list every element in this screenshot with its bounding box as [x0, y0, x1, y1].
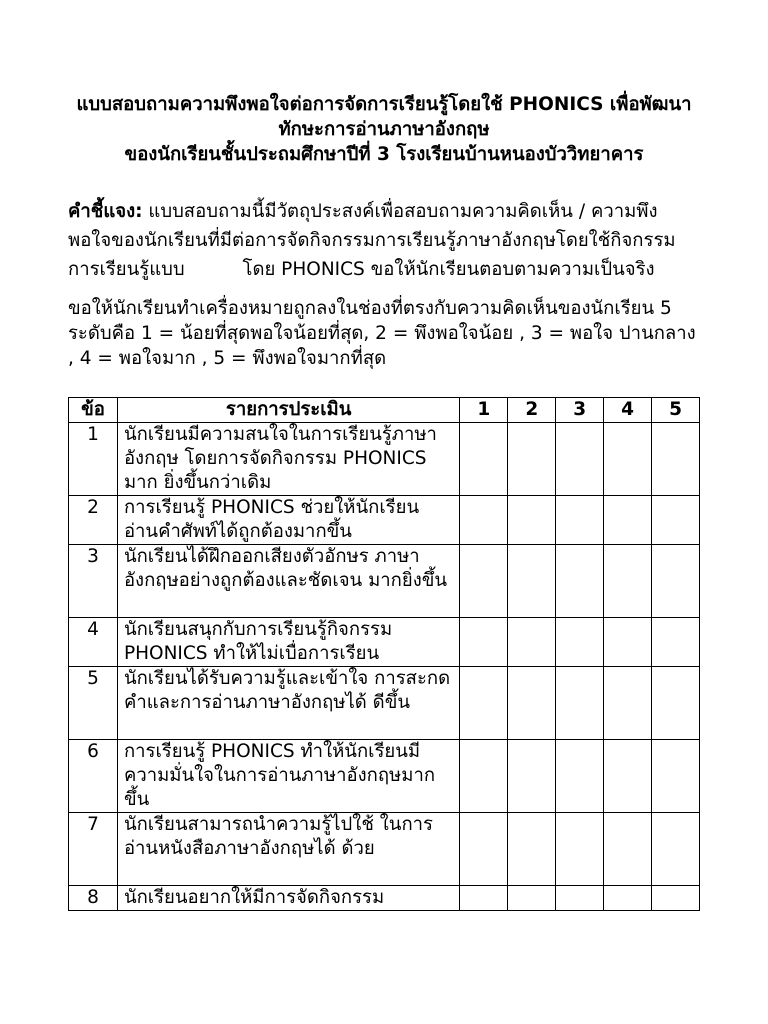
row-number: 6: [69, 740, 118, 813]
rating-cell-3[interactable]: [556, 496, 604, 545]
rating-cell-2[interactable]: [508, 496, 556, 545]
rating-cell-1[interactable]: [460, 545, 508, 618]
rating-cell-4[interactable]: [604, 740, 652, 813]
rating-cell-4[interactable]: [604, 813, 652, 886]
table-row: [69, 423, 700, 496]
rating-cell-5[interactable]: [652, 813, 700, 886]
rating-cell-1[interactable]: [460, 886, 508, 911]
row-number: 1: [69, 423, 118, 496]
row-text: การเรียนรู้ PHONICS ทำให้นักเรียนมี ความมั่นใจในการอ่านภาษาอังกฤษมาก ขึ้น: [117, 740, 459, 813]
rating-cell-2[interactable]: [508, 423, 556, 496]
rating-cell-2[interactable]: [508, 886, 556, 911]
header-4: 4: [604, 398, 652, 423]
rating-cell-5[interactable]: [652, 618, 700, 667]
instructions: [68, 197, 700, 284]
row-number: 5: [69, 667, 118, 740]
rating-cell-3[interactable]: [556, 423, 604, 496]
document-title: [68, 92, 700, 167]
header-2: 2: [508, 398, 556, 423]
instructions-label: คำชี้แจง:: [68, 201, 143, 222]
rating-cell-4[interactable]: [604, 618, 652, 667]
instructions-gap-text: โดย PHONICS ขอให้นักเรียนตอบตามความเป็นจริง: [242, 259, 655, 280]
table-row: [69, 886, 700, 911]
rating-cell-4[interactable]: [604, 667, 652, 740]
rating-cell-2[interactable]: [508, 740, 556, 813]
title-line-3: ของนักเรียนชั้นประถมศึกษาปีที่ 3 โรงเรียนบ้านหนองบัววิทยาคาร: [124, 144, 644, 165]
header-3: 3: [556, 398, 604, 423]
rating-cell-2[interactable]: [508, 545, 556, 618]
header-5: 5: [652, 398, 700, 423]
title-line-1: แบบสอบถามความพึงพอใจต่อการจัดการเรียนรู้โดยใช้ PHONICS เพื่อพัฒนา: [76, 94, 692, 115]
row-number: 8: [69, 886, 118, 911]
row-text: นักเรียนได้ฝึกออกเสียงตัวอักษร ภาษาอังกฤษอย่างถูกต้องและชัดเจน มากยิ่งขึ้น: [117, 545, 459, 618]
rating-cell-3[interactable]: [556, 886, 604, 911]
row-text: นักเรียนมีความสนใจในการเรียนรู้ภาษาอังกฤษ โดยการจัดกิจกรรม PHONICS มาก ยิ่งขึ้นกว่าเดิม: [117, 423, 459, 496]
rating-cell-1[interactable]: [460, 740, 508, 813]
rating-cell-2[interactable]: [508, 667, 556, 740]
header-1: 1: [460, 398, 508, 423]
table-row: [69, 667, 700, 740]
table-row: [69, 740, 700, 813]
table-row: [69, 496, 700, 545]
rating-cell-1[interactable]: [460, 618, 508, 667]
rating-cell-3[interactable]: [556, 618, 604, 667]
row-number: 3: [69, 545, 118, 618]
rating-scale-text: ขอให้นักเรียนทำเครื่องหมายถูกลงในช่องที่ตรงกับความคิดเห็นของนักเรียน 5 ระดับคือ 1 = น้อยที่สุดพอใจน้อยที่สุด, 2 = พึงพอใจน้อย , 3 = พอใจ ปานกลาง , 4 = พอใจมาก , 5 = พึงพอใจมากที่สุด: [68, 298, 696, 369]
row-text: การเรียนรู้ PHONICS ช่วยให้นักเรียน อ่านคำศัพท์ได้ถูกต้องมากขึ้น: [117, 496, 459, 545]
rating-cell-3[interactable]: [556, 545, 604, 618]
rating-cell-1[interactable]: [460, 813, 508, 886]
header-item: รายการประเมิน: [117, 398, 459, 423]
rating-cell-2[interactable]: [508, 813, 556, 886]
row-text: นักเรียนสนุกกับการเรียนรู้กิจกรรม PHONICS ทำให้ไม่เบื่อการเรียน: [117, 618, 459, 667]
rating-cell-4[interactable]: [604, 886, 652, 911]
row-number: 7: [69, 813, 118, 886]
rating-cell-5[interactable]: [652, 886, 700, 911]
rating-cell-3[interactable]: [556, 740, 604, 813]
row-number: 4: [69, 618, 118, 667]
row-text: นักเรียนได้รับความรู้และเข้าใจ การสะกดคำและการอ่านภาษาอังกฤษได้ ดีขึ้น: [117, 667, 459, 740]
header-no: ข้อ: [69, 398, 118, 423]
row-number: 2: [69, 496, 118, 545]
table-header-row: [69, 398, 700, 423]
rating-cell-5[interactable]: [652, 496, 700, 545]
rating-cell-4[interactable]: [604, 496, 652, 545]
rating-cell-4[interactable]: [604, 545, 652, 618]
table-row: [69, 813, 700, 886]
rating-cell-3[interactable]: [556, 667, 604, 740]
table-row: [69, 618, 700, 667]
row-text: นักเรียนอยากให้มีการจัดกิจกรรม: [117, 886, 459, 911]
document-page: [68, 92, 700, 908]
rating-cell-5[interactable]: [652, 667, 700, 740]
title-line-2: ทักษะการอ่านภาษาอังกฤษ: [278, 119, 490, 140]
evaluation-table: [68, 397, 700, 911]
table-row: [69, 545, 700, 618]
rating-cell-5[interactable]: [652, 423, 700, 496]
row-text: นักเรียนสามารถนำความรู้ไปใช้ ในการอ่านหนังสือภาษาอังกฤษได้ ด้วย: [117, 813, 459, 886]
rating-cell-3[interactable]: [556, 813, 604, 886]
rating-cell-4[interactable]: [604, 423, 652, 496]
rating-cell-1[interactable]: [460, 423, 508, 496]
rating-cell-5[interactable]: [652, 545, 700, 618]
instructions-text: แบบสอบถามนี้มีวัตถุประสงค์เพื่อสอบถามความคิดเห็น / ความพึงพอใจของนักเรียนที่มีต่อการจัดกิจกรรมการเรียนรู้ภาษาอังกฤษโดยใช้กิจกรรมการเรียนรู้แบบ: [68, 201, 676, 280]
rating-cell-1[interactable]: [460, 496, 508, 545]
rating-cell-5[interactable]: [652, 740, 700, 813]
rating-cell-1[interactable]: [460, 667, 508, 740]
rating-cell-2[interactable]: [508, 618, 556, 667]
